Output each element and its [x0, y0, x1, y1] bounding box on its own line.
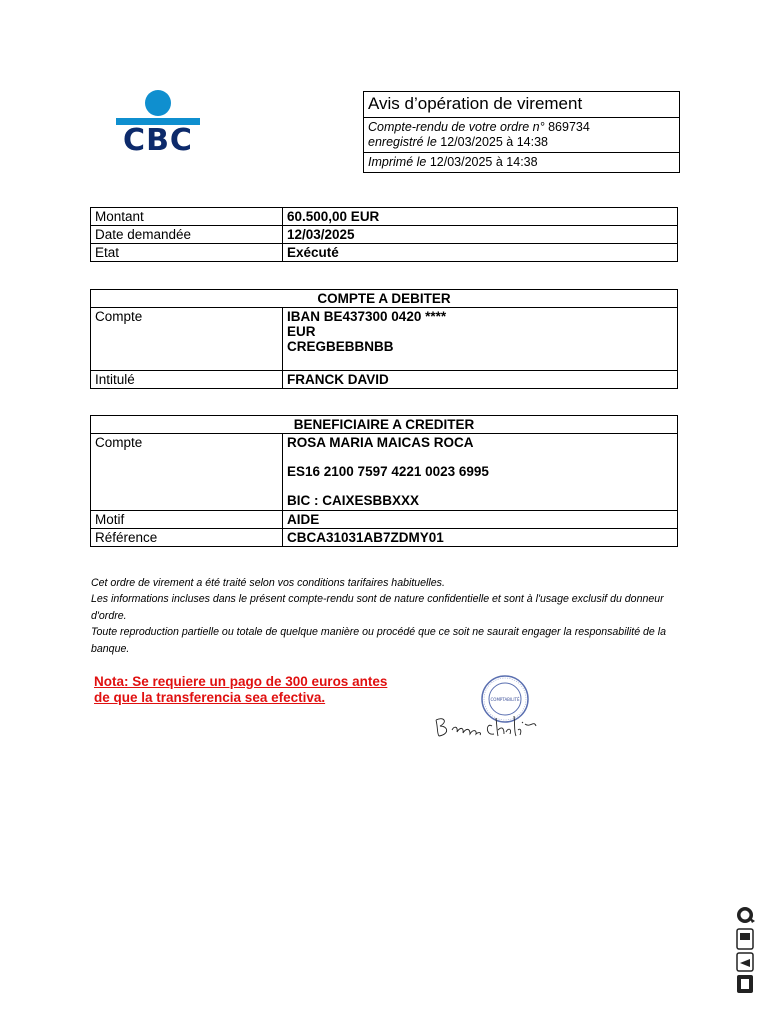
beneficiary-account-value [283, 434, 678, 511]
status-label: Etat [91, 244, 283, 262]
beneficiary-account-label: Compte [91, 434, 283, 511]
reference-label: Référence [91, 529, 283, 547]
document-title: Avis d’opération de virement [364, 92, 679, 118]
table-row [91, 208, 678, 226]
holder-value: FRANCK DAVID [283, 371, 678, 389]
summary-table [90, 207, 678, 262]
cbc-logo [112, 90, 204, 160]
note-line: Les informations incluses dans le présent compte-rendu sont de nature confidentielle et sont à l'usage exclusif du donneur d'ordre. [91, 593, 664, 622]
debit-account-table [90, 289, 678, 389]
order-info [364, 118, 679, 153]
debit-account-value [283, 308, 678, 371]
payment-warning [94, 674, 424, 705]
beneficiary-iban: ES16 2100 7597 4221 0023 6995 [287, 464, 489, 479]
printed-label: Imprimé le [368, 155, 430, 169]
table-row [91, 416, 678, 434]
motif-value: AIDE [283, 511, 678, 529]
beneficiary-table [90, 415, 678, 547]
amount-value: 60.500,00 EUR [283, 208, 678, 226]
debit-account-label: Compte [91, 308, 283, 371]
order-number: 869734 [548, 120, 590, 134]
side-icons [735, 905, 759, 995]
stamp-text: COMPTABILITÉ [490, 697, 520, 702]
legal-notes [91, 575, 691, 657]
print-info [364, 153, 679, 172]
note-line: Toute reproduction partielle ou totale de quelque manière ou procédé que ce soit ne saurait engager la responsabilité de la banque. [91, 626, 667, 655]
table-row [91, 244, 678, 262]
requested-date-label: Date demandée [91, 226, 283, 244]
holder-label: Intitulé [91, 371, 283, 389]
motif-label: Motif [91, 511, 283, 529]
order-prefix: Compte-rendu de votre ordre n° [368, 120, 549, 134]
beneficiary-heading: BENEFICIAIRE A CREDITER [91, 416, 678, 434]
printed-date: 12/03/2025 à 14:38 [429, 155, 538, 169]
reference-value: CBCA31031AB7ZDMY01 [283, 529, 678, 547]
table-row [91, 226, 678, 244]
table-row [91, 308, 678, 371]
warning-line: de que la transferencia sea efectiva. [94, 689, 326, 705]
document-header [363, 91, 680, 173]
table-row [91, 511, 678, 529]
table-row [91, 434, 678, 511]
logo-dot [145, 90, 171, 116]
status-value: Exécuté [283, 244, 678, 262]
table-row [91, 529, 678, 547]
amount-label: Montant [91, 208, 283, 226]
note-line: Cet ordre de virement a été traité selon vos conditions tarifaires habituelles. [91, 577, 445, 589]
registered-date: 12/03/2025 à 14:38 [440, 135, 549, 149]
requested-date-value: 12/03/2025 [283, 226, 678, 244]
warning-line: Nota: Se requiere un pago de 300 euros antes [94, 674, 388, 689]
logo-text: CBC [123, 123, 193, 158]
debit-bic: CREGBEBBNBB [287, 339, 394, 354]
registered-label: enregistré le [368, 135, 441, 149]
beneficiary-name: ROSA MARIA MAICAS ROCA [287, 435, 474, 450]
table-row [91, 371, 678, 389]
beneficiary-bic: BIC : CAIXESBBXXX [287, 493, 420, 508]
debit-iban: IBAN BE437300 0420 **** [287, 309, 447, 324]
debit-heading: COMPTE A DEBITER [91, 290, 678, 308]
debit-currency: EUR [287, 324, 316, 339]
signature [430, 712, 545, 742]
table-row [91, 290, 678, 308]
